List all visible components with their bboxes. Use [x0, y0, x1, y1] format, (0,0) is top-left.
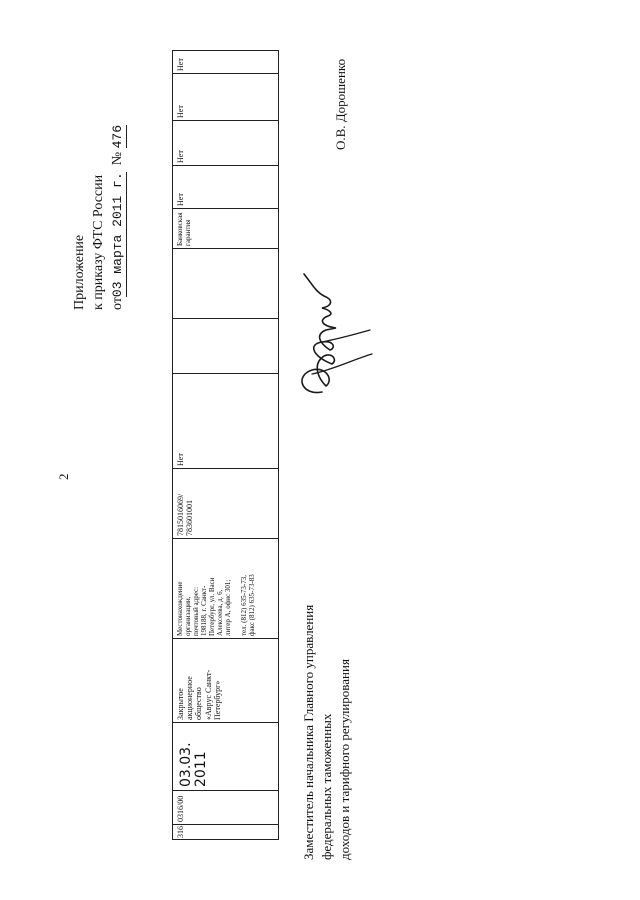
position-line-1: Заместитель начальника Главного управления: [301, 604, 316, 860]
appendix-order-ref: к приказу ФТС России: [91, 174, 106, 310]
cell-inn-kpp: 7815016069/ 783601001: [176, 493, 195, 536]
cell-col13: Нет: [176, 105, 185, 118]
number-prefix: №: [110, 151, 125, 166]
cell-guarantee: Банковская гарантия: [176, 212, 193, 246]
appendix-title: Приложение: [72, 234, 87, 310]
order-number: 476: [110, 124, 125, 149]
cell-col11: Нет: [176, 193, 185, 206]
cell-index: 316: [176, 826, 185, 838]
page-number: 2: [56, 473, 71, 480]
order-date: 03 марта 2011 г.: [110, 172, 125, 298]
cell-address: Местонахождение организации, почтовый адрес: 198188, г. Санкт- Петербург, ул. Васи Алексеева, д. 6, литер А, офис 301; тел. (812) 635-73-73, факс (812) 635-73-83: [176, 574, 257, 636]
cell-col14: Нет: [176, 58, 185, 71]
position-line-3: доходов и тарифного регулирования: [337, 659, 352, 860]
cell-org-name: Закрытое акционерное общество «Аврус Санкт- Петербург»: [176, 669, 222, 720]
appendix-header: [70, 50, 127, 310]
signatory-position: [300, 530, 354, 860]
registry-table: [172, 50, 279, 840]
cell-col9: [173, 249, 278, 319]
cell-col7: Нет: [176, 453, 185, 466]
rotated-page: [0, 30, 640, 870]
cell-col8: [173, 319, 278, 374]
cell-code: 0316/00: [176, 795, 185, 822]
appendix-date-line: [108, 50, 127, 310]
cell-date: 03.03. 2011: [178, 742, 210, 787]
signer-name: О.В. Дорошенко: [333, 58, 348, 150]
date-prefix: от: [110, 297, 125, 310]
cell-col12: Нет: [176, 150, 185, 163]
handwritten-signature: [282, 270, 382, 400]
position-line-2: федеральных таможенных: [319, 713, 334, 860]
